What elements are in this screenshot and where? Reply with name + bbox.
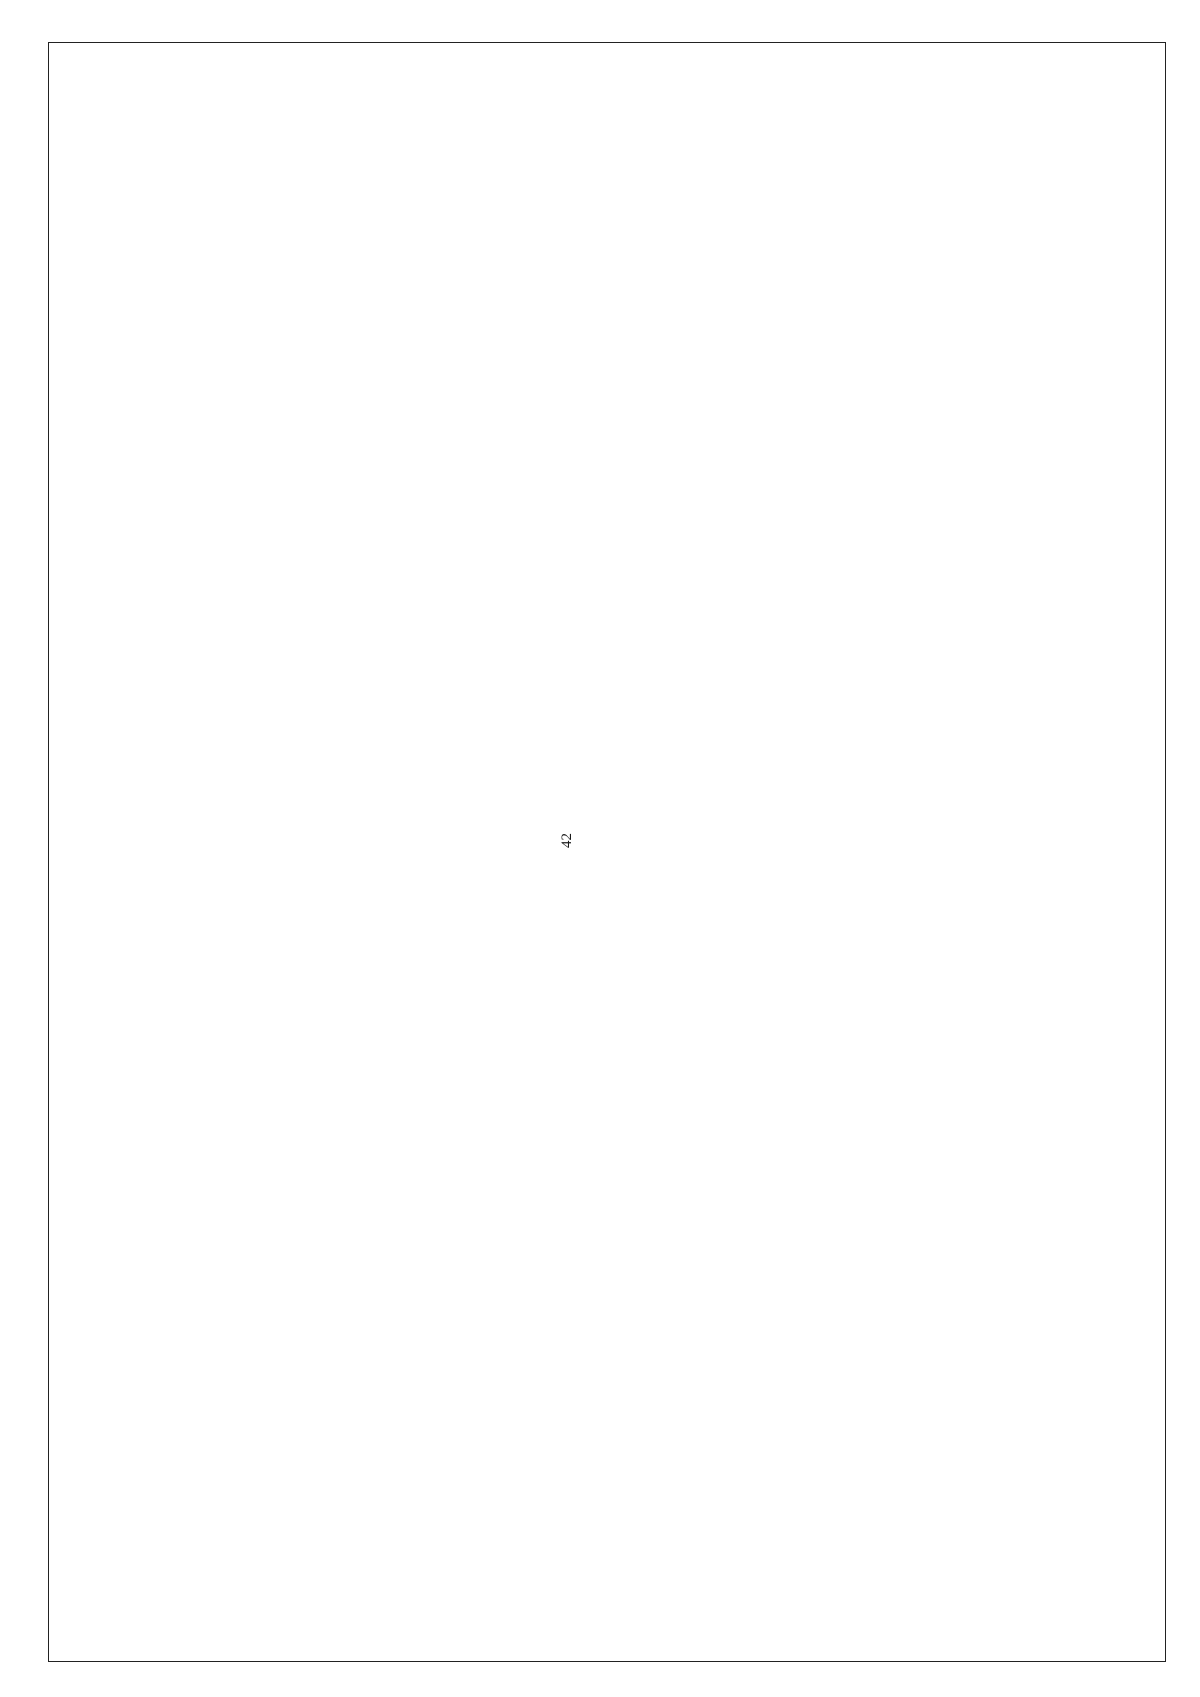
page-number: 42 <box>559 833 575 848</box>
document-table <box>48 42 1166 1662</box>
